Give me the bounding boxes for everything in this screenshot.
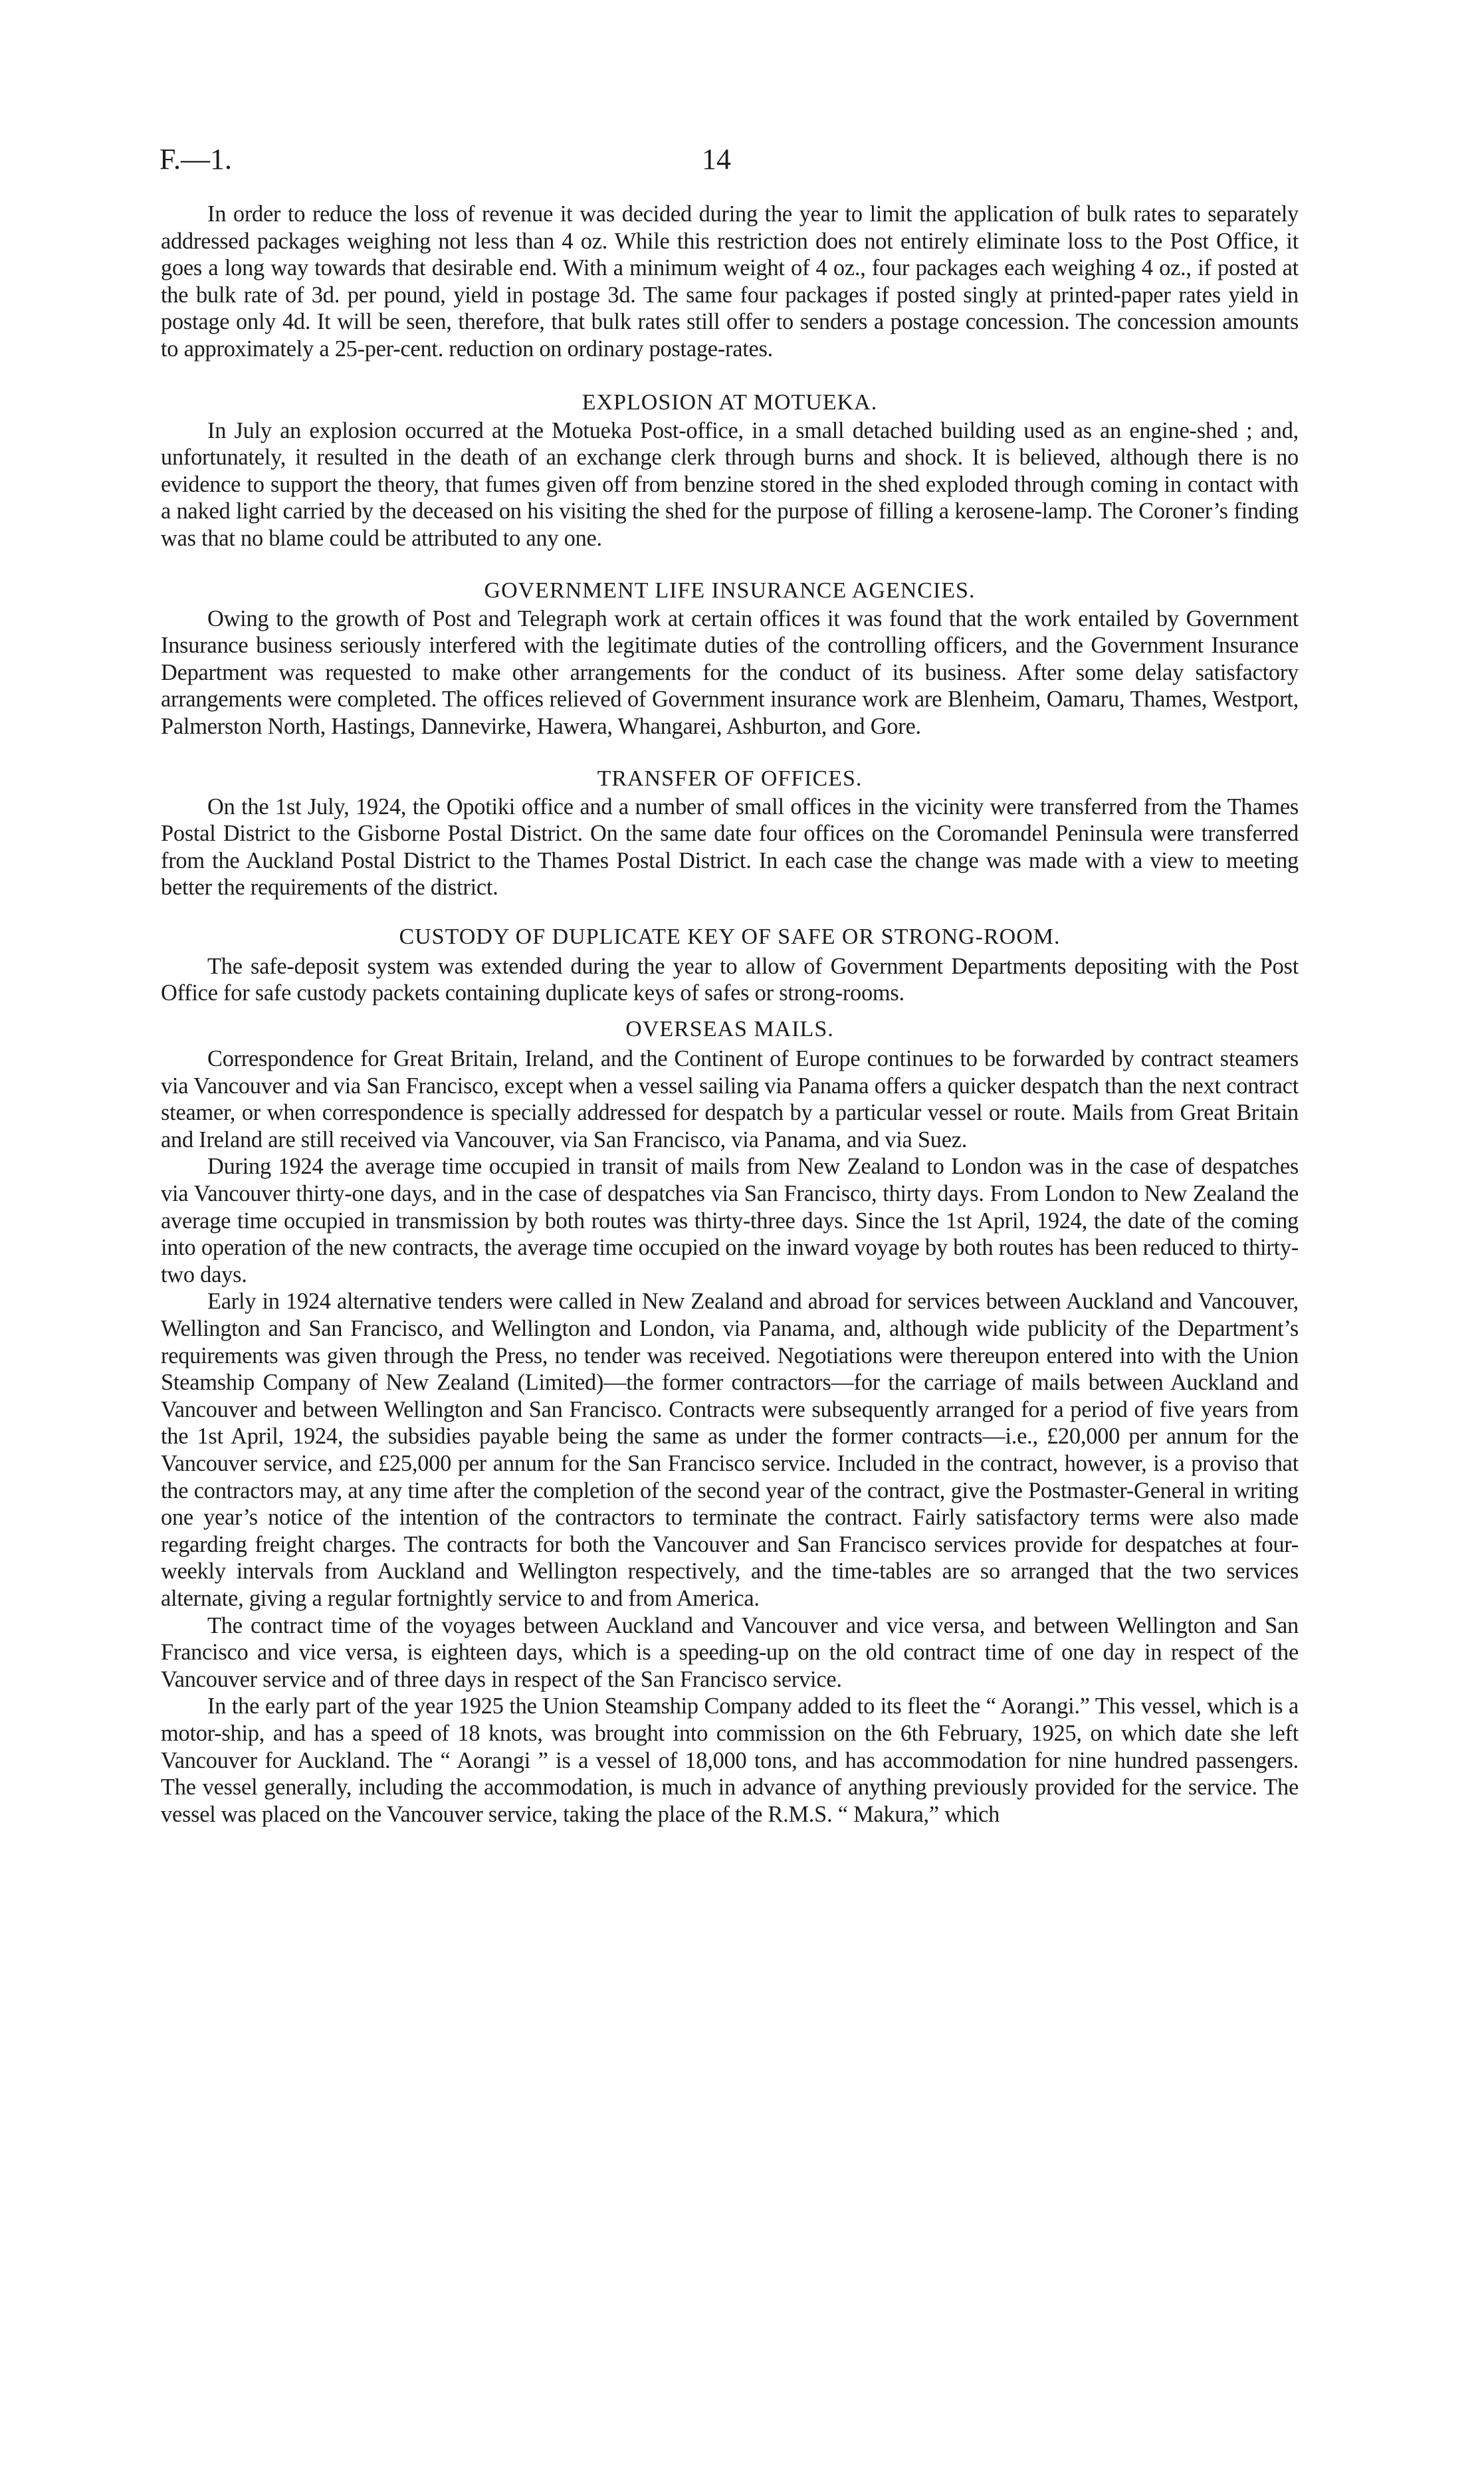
- paragraph-overseas-1: Correspondence for Great Britain, Ireland, and the Continent of Europe continues to be forwarded by contract steamers via Vancouver and via San Francisco, except when a vessel sailing via Panama offers a quicker despatch than the next contract steamer, or when correspondence is specially addressed for despatch by a particular vessel or route. Mails from Great Britain and Ireland are still received via Vancouver, via San Francisco, via Panama, and via Suez.: [161, 1046, 1299, 1152]
- paragraph-transfer: On the 1st July, 1924, the Opotiki office and a number of small offices in the vicinity were transferred from the Thames Postal District to the Gisborne Postal District. On the same date four offices on the Coromandel Peninsula were transferred from the Auckland Postal District to the Thames Postal District. In each case the change was made with a view to meeting better the requirements of the district.: [161, 794, 1299, 901]
- document-body: [161, 201, 1299, 1828]
- paragraph-explosion: In July an explosion occurred at the Motueka Post-office, in a small detached building used as an engine-shed ; and, unfortunately, it resulted in the death of an exchange clerk through burns and shock. It is believed, although there is no evidence to support the theory, that fumes given off from benzine stored in the shed exploded through coming in contact with a naked light carried by the deceased on his visiting the shed for the purpose of filling a kerosene-lamp. The Coroner’s finding was that no blame could be attributed to any one.: [161, 417, 1299, 551]
- page-number: 14: [702, 143, 731, 175]
- heading-transfer: TRANSFER OF OFFICES.: [597, 766, 863, 791]
- heading-custody: CUSTODY OF DUPLICATE KEY OF SAFE OR STRONG-ROOM.: [399, 924, 1061, 949]
- paragraph-custody: The safe-deposit system was extended during the year to allow of Government Departments depositing with the Post Office for safe custody packets containing duplicate keys of safes or strong-rooms.: [161, 953, 1299, 1006]
- intro-paragraph: In order to reduce the loss of revenue it was decided during the year to limit the application of bulk rates to separately addressed packages weighing not less than 4 oz. While this restriction does not entirely eliminate loss to the Post Office, it goes a long way towards that desirable end. With a minimum weight of 4 oz., four packages each weighing 4 oz., if posted at the bulk rate of 3d. per pound, yield in postage 3d. The same four packages if posted singly at printed-paper rates yield in postage only 4d. It will be seen, therefore, that bulk rates still offer to senders a postage concession. The concession amounts to approximately a 25-per-cent. reduction on ordinary postage-rates.: [161, 201, 1299, 362]
- heading-explosion: EXPLOSION AT MOTUEKA.: [582, 389, 878, 415]
- heading-overseas: OVERSEAS MAILS.: [625, 1017, 834, 1042]
- heading-insurance: GOVERNMENT LIFE INSURANCE AGENCIES.: [484, 578, 976, 603]
- paragraph-overseas-2: During 1924 the average time occupied in transit of mails from New Zealand to London was in the case of despatches via Vancouver thirty-one days, and in the case of despatches via San Francisco, thirty days. From London to New Zealand the average time occupied in transmission by both routes was thirty-three days. Since the 1st April, 1924, the date of the coming into operation of the new contracts, the average time occupied on the inward voyage by both routes has been reduced to thirty-two days.: [161, 1154, 1299, 1287]
- paragraph-overseas-4: The contract time of the voyages between Auckland and Vancouver and vice versa, and between Wellington and San Francisco and vice versa, is eighteen days, which is a speeding-up on the old contract time of one day in respect of the Vancouver service and of three days in respect of the San Francisco service.: [161, 1612, 1299, 1692]
- document-reference: F.—1.: [159, 143, 232, 175]
- paragraph-overseas-5: In the early part of the year 1925 the Union Steamship Company added to its fleet the “ Aorangi.” This vessel, which is a motor-ship, and has a speed of 18 knots, was brought into commission on the 6th February, 1925, on which date she left Vancouver for Auckland. The “ Aorangi ” is a vessel of 18,000 tons, and has accommodation for nine hundred passengers. The vessel generally, including the accommodation, is much in advance of anything previously provided for the service. The vessel was placed on the Vancouver service, taking the place of the R.M.S. “ Makura,” which: [161, 1693, 1299, 1827]
- paragraph-insurance: Owing to the growth of Post and Telegraph work at certain offices it was found that the work entailed by Government Insurance business seriously interfered with the legitimate duties of the controlling officers, and the Government Insurance Department was requested to make other arrangements for the conduct of its business. After some delay satisfactory arrangements were completed. The offices relieved of Government insurance work are Blenheim, Oamaru, Thames, Westport, Palmerston North, Hastings, Dannevirke, Hawera, Whangarei, Ashburton, and Gore.: [161, 605, 1299, 739]
- paragraph-overseas-3: Early in 1924 alternative tenders were called in New Zealand and abroad for services between Auckland and Vancouver, Wellington and San Francisco, and Wellington and London, via Panama, and, although wide publicity of the Department’s requirements was given through the Press, no tender was received. Negotiations were thereupon entered into with the Union Steamship Company of New Zealand (Limited)—the former contractors—for the carriage of mails between Auckland and Vancouver and between Wellington and San Francisco. Contracts were subsequently arranged for a period of five years from the 1st April, 1924, the subsidies payable being the same as under the former contracts—i.e., £20,000 per annum for the Vancouver service, and £25,000 per annum for the San Francisco service. Included in the contract, however, is a proviso that the contractors may, at any time after the completion of the second year of the contract, give the Postmaster-General in writing one year’s notice of the intention of the contractors to terminate the contract. Fairly satisfactory terms were also made regarding freight charges. The contracts for both the Vancouver and San Francisco services provide for despatches at four-weekly intervals from Auckland and Wellington respectively, and the time-tables are so arranged that the two services alternate, giving a regular fortnightly service to and from America.: [161, 1289, 1299, 1611]
